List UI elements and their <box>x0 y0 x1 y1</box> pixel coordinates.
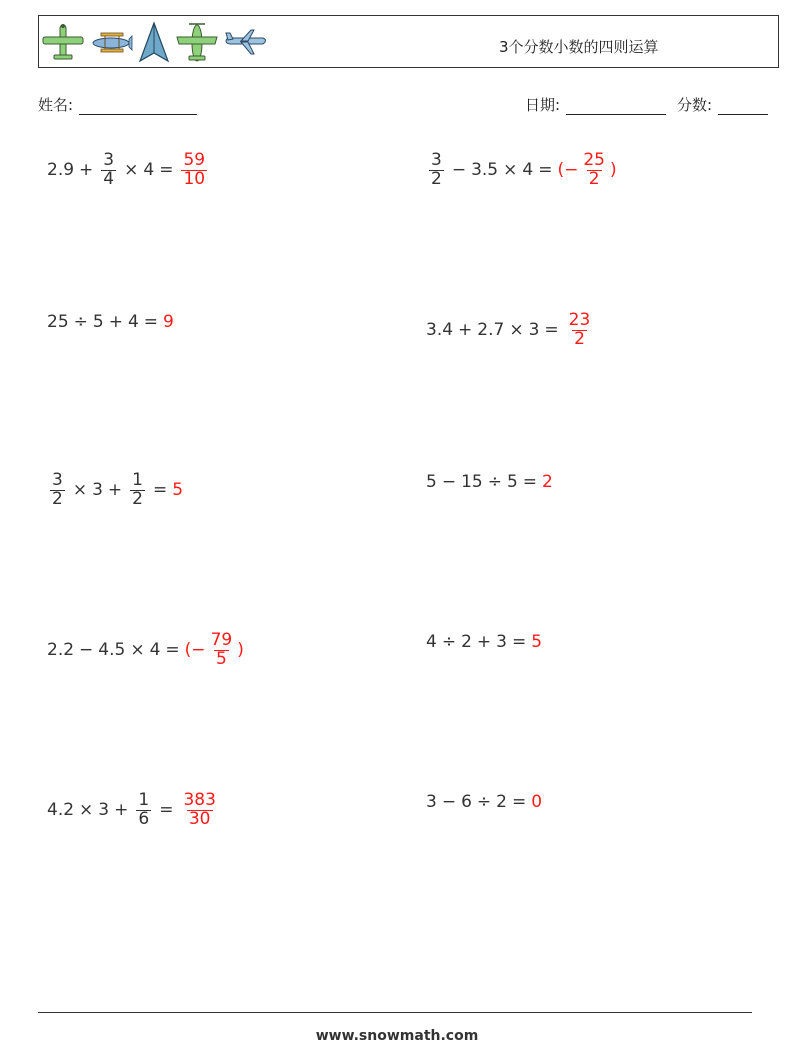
date-label: 日期: <box>525 96 561 114</box>
name-field <box>38 94 197 115</box>
fraction: $\frac{3}{2}$ <box>431 149 442 189</box>
score-field <box>677 94 768 115</box>
answer: 5 <box>172 480 184 500</box>
fraction: $\frac{1}{6}$ <box>138 789 150 829</box>
problem-3: 25 ÷ 5 + 4 = 9 <box>47 312 174 332</box>
problem-1: 2.9 + $\frac{3}{4}$ × 4 = $\frac{59}{10}$ <box>47 145 210 195</box>
fraction: $\frac{1}{2}$ <box>132 469 143 509</box>
score-label: 分数: <box>677 96 713 114</box>
answer: 9 <box>163 312 174 332</box>
answer: (− $\frac{79}{5}$ ) <box>184 629 244 669</box>
problem-4: 3.4 + 2.7 × 3 = $\frac{23}{2}$ <box>426 305 595 355</box>
date-blank[interactable] <box>566 98 666 115</box>
footer-url[interactable]: www.snowmath.com <box>315 1028 479 1044</box>
fraction: $\frac{3}{4}$ <box>103 149 115 189</box>
name-blank[interactable] <box>79 98 197 115</box>
problem-7: 2.2 − 4.5 × 4 = (− $\frac{79}{5}$ ) <box>47 629 244 669</box>
fraction: $\frac{3}{2}$ <box>52 469 63 509</box>
answer: $\frac{383}{30}$ <box>183 789 216 829</box>
header-icons <box>41 20 269 64</box>
biplane-icon <box>89 22 133 62</box>
worksheet-title: 3个分数小数的四则运算 <box>499 38 659 56</box>
propeller-plane-icon <box>175 21 219 63</box>
answer: 5 <box>531 632 543 652</box>
footer-divider <box>38 1012 752 1013</box>
problem-6: 5 − 15 ÷ 5 = 2 <box>426 472 553 492</box>
problem-8: 4 ÷ 2 + 3 = 5 <box>426 632 543 652</box>
problem-2: $\frac{3}{2}$ − 3.5 × 4 = (− $\frac{25}{2}$ ) <box>431 149 617 189</box>
worksheet-header <box>38 15 779 68</box>
paper-plane-icon <box>137 21 171 63</box>
answer: $\frac{59}{10}$ <box>183 149 206 189</box>
answer: 0 <box>531 792 543 812</box>
problem-5: $\frac{3}{2}$ × 3 + $\frac{1}{2}$ = 5 <box>52 469 184 509</box>
jet-airplane-icon <box>223 27 269 57</box>
score-blank[interactable] <box>718 98 768 115</box>
problem-10: 3 − 6 ÷ 2 = 0 <box>426 792 543 812</box>
answer: (− $\frac{25}{2}$ ) <box>557 149 617 189</box>
answer: $\frac{23}{2}$ <box>568 309 591 349</box>
date-field <box>525 94 666 115</box>
problem-9: 4.2 × 3 + $\frac{1}{6}$ = $\frac{383}{30}$ <box>47 785 221 835</box>
name-label: 姓名: <box>38 96 74 114</box>
green-airplane-icon <box>41 22 85 62</box>
answer: 2 <box>542 472 553 492</box>
